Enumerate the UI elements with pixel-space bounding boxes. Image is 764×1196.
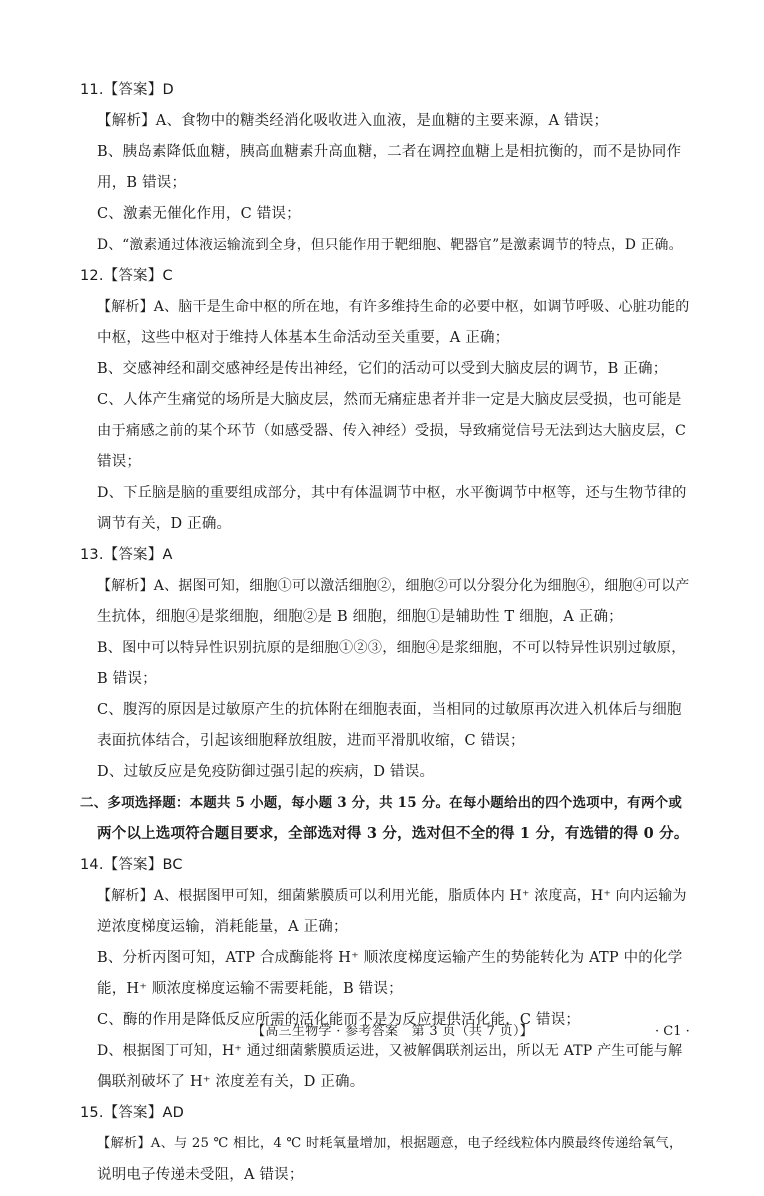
q11-analysis-a: 【解析】A、食物中的糖类经消化吸收进入血液，是血糖的主要来源，A 错误； [97, 113, 609, 129]
q14-analysis-a-1: 【解析】A、根据图甲可知，细菌紫膜质可以利用光能，脂质体内 H⁺ 浓度高，H⁺ 向内运输为 [97, 888, 687, 904]
q14-analysis-a-2: 逆浓度梯度运输，消耗能量，A 正确； [97, 919, 348, 935]
q12-analysis-d-1: D、下丘脑是脑的重要组成部分，其中有体温调节中枢，水平衡调节中枢等，还与生物节律的 [97, 485, 687, 501]
q11-analysis-c: C、激素无催化作用，C 错误； [97, 206, 301, 222]
q14-analysis-b-2: 能，H⁺ 顺浓度梯度运输不需要耗能，B 错误； [97, 981, 403, 997]
q13-analysis-c-1: C、腹泻的原因是过敏原产生的抗体附在细胞表面，当相同的过敏原再次进入机体后与细胞 [97, 702, 682, 718]
q13-analysis-a-1: 【解析】A、据图可知，细胞①可以激活细胞②，细胞②可以分裂分化为细胞④，细胞④可以产 [97, 578, 690, 594]
q11-analysis-b-2: 用，B 错误； [97, 175, 187, 191]
q13-analysis-b-2: B 错误； [97, 671, 157, 687]
q12-analysis-c-2: 由于痛感之前的某个环节（如感受器、传入神经）受损，导致痛觉信号无法到达大脑皮层，C [97, 423, 687, 439]
section-2-heading-1: 二、多项选择题：本题共 5 小题，每小题 3 分，共 15 分。在每小题给出的四个选项中，有两个或 [80, 795, 683, 811]
q14-analysis-d-1: D、根据图丁可知，H⁺ 通过细菌紫膜质运进，又被解偶联剂运出，所以无 ATP 产生可能与解 [97, 1043, 683, 1059]
q12-analysis-a-2: 中枢，这些中枢对于维持人体基本生命活动至关重要，A 正确； [97, 330, 510, 346]
q11-analysis-d: D、“激素通过体液运输流到全身，但只能作用于靶细胞、靶器官”是激素调节的特点，D 正确。 [97, 237, 683, 253]
question-13-answer: 13.【答案】A [80, 547, 173, 563]
q12-analysis-b: B、交感神经和副交感神经是传出神经，它们的活动可以受到大脑皮层的调节，B 正确； [97, 361, 668, 377]
footer-page-info: 【高三生物学 · 参考答案 第 3 页（共 7 页）】 [252, 1024, 534, 1039]
footer-code: · C1 · [655, 1024, 690, 1039]
q14-analysis-c: C、酶的作用是降低反应所需的活化能而不是为反应提供活化能，C 错误； [97, 1012, 581, 1028]
q12-analysis-c-1: C、人体产生痛觉的场所是大脑皮层，然而无痛症患者并非一定是大脑皮层受损，也可能是 [97, 392, 682, 408]
q11-analysis-b-1: B、胰岛素降低血糖，胰高血糖素升高血糖，二者在调控血糖上是相抗衡的，而不是协同作 [97, 144, 682, 160]
q15-analysis-a-2: 说明电子传递未受阻，A 错误； [97, 1167, 304, 1183]
question-11-answer: 11.【答案】D [80, 82, 174, 98]
q14-analysis-b-1: B、分析丙图可知，ATP 合成酶能将 H⁺ 顺浓度梯度运输产生的势能转化为 ATP 中的化学 [97, 950, 683, 966]
q12-analysis-c-3: 错误； [97, 454, 142, 470]
q14-analysis-d-2: 偶联剂破坏了 H⁺ 浓度差有关，D 正确。 [97, 1074, 365, 1090]
q13-analysis-a-2: 生抗体，细胞④是浆细胞，细胞②是 B 细胞，细胞①是辅助性 T 细胞，A 正确； [97, 609, 623, 625]
q13-analysis-c-2: 表面抗体结合，引起该细胞释放组胺，进而平滑肌收缩，C 错误； [97, 733, 525, 749]
section-2-heading-2: 两个以上选项符合题目要求，全部选对得 3 分，选对但不全的得 1 分，有选错的得 0 分。 [97, 825, 689, 842]
q12-analysis-a-1: 【解析】A、脑干是生命中枢的所在地，有许多维持生命的必要中枢，如调节呼吸、心脏功能的 [97, 299, 690, 315]
q13-analysis-b-1: B、图中可以特异性识别抗原的是细胞①②③，细胞④是浆细胞，不可以特异性识别过敏原， [97, 640, 686, 656]
question-14-answer: 14.【答案】BC [80, 857, 183, 873]
question-15-answer: 15.【答案】AD [80, 1105, 184, 1121]
q13-analysis-d: D、过敏反应是免疫防御过强引起的疾病，D 错误。 [97, 764, 435, 780]
q15-analysis-a-1: 【解析】A、与 25 ℃ 相比，4 ℃ 时耗氧量增加，根据题意，电子经线粒体内膜最终传递给氧气， [97, 1136, 683, 1151]
question-12-answer: 12.【答案】C [80, 268, 173, 284]
q12-analysis-d-2: 调节有关，D 正确。 [97, 516, 232, 532]
